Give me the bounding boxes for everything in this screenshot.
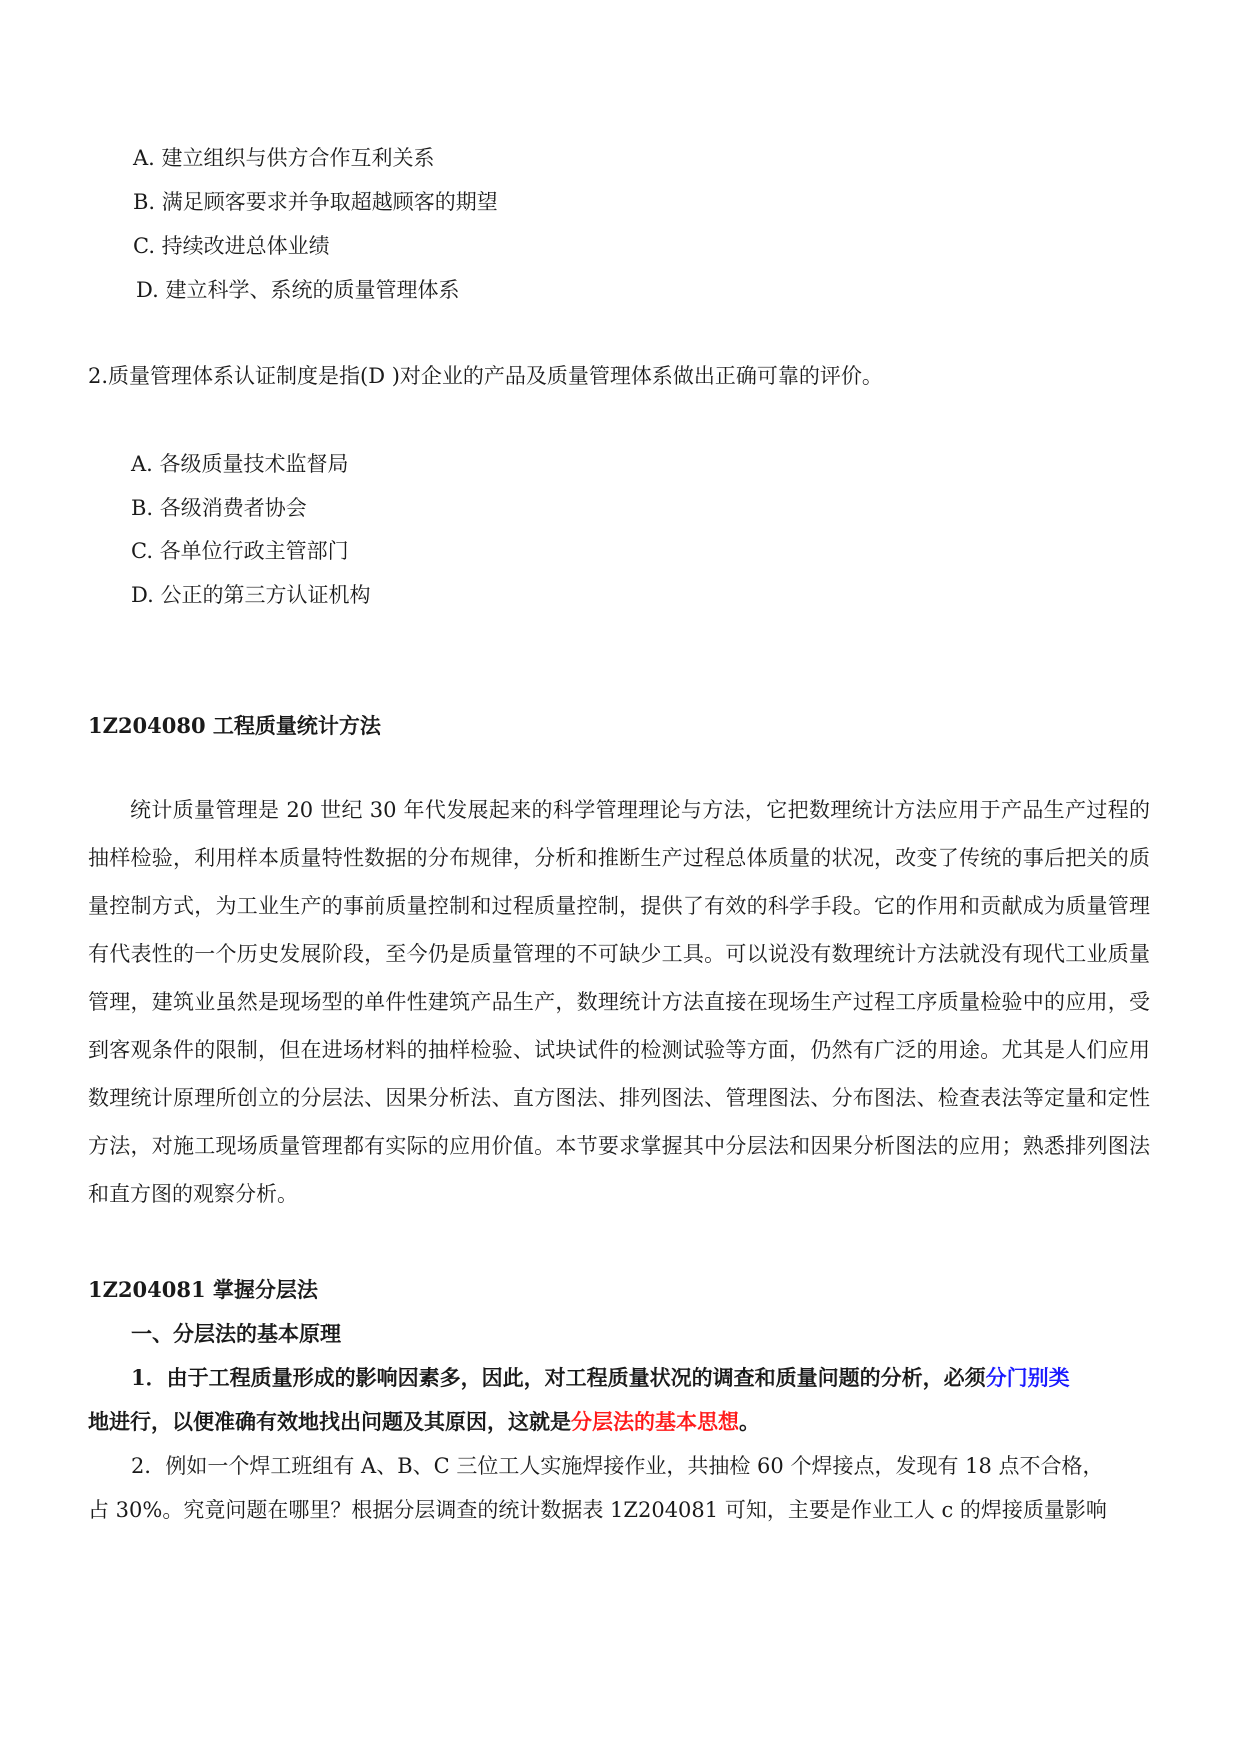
point1-prefix: 1．由于工程质量形成的影响因素多，因此，对工程质量状况的调查和质量问题的分析，必须 xyxy=(131,1365,986,1390)
point1-line2 xyxy=(88,1408,760,1436)
q2-option-d: D. 公正的第三方认证机构 xyxy=(131,583,371,607)
point2-line2: 占 30%。究竟问题在哪里？根据分层调查的统计数据表 1Z204081 可知，主要是作业工人 c 的焊接质量影响 xyxy=(88,1498,1107,1522)
q2-option-a: A. 各级质量技术监督局 xyxy=(131,452,349,476)
section-heading-statistics: 1Z204080 工程质量统计方法 xyxy=(88,713,381,738)
point1-end: 。 xyxy=(739,1409,760,1434)
q1-option-b: B. 满足顾客要求并争取超越顾客的期望 xyxy=(133,190,498,214)
q2-option-c: C. 各单位行政主管部门 xyxy=(131,539,349,563)
q2-option-b: B. 各级消费者协会 xyxy=(131,496,307,520)
q2-stem: 2.质量管理体系认证制度是指(D )对企业的产品及质量管理体系做出正确可靠的评价。 xyxy=(88,364,883,388)
q1-option-d: D. 建立科学、系统的质量管理体系 xyxy=(136,278,460,302)
point1-line2-start: 地进行，以便准确有效地找出问题及其原因，这就是 xyxy=(88,1409,571,1434)
point1-line1 xyxy=(131,1364,1070,1392)
point2-line1: 2．例如一个焊工班组有 A、B、C 三位工人实施焊接作业，共抽检 60 个焊接点，发现有 18 点不合格， xyxy=(131,1454,1104,1478)
subheading-basic-principle: 一、分层法的基本原理 xyxy=(131,1321,341,1346)
q1-option-c: C. 持续改进总体业绩 xyxy=(133,234,330,258)
point1-highlight-blue: 分门别类 xyxy=(985,1365,1070,1390)
point1-highlight-red: 分层法的基本思想 xyxy=(571,1409,739,1434)
section-paragraph-statistics: 统计质量管理是 20 世纪 30 年代发展起来的科学管理理论与方法，它把数理统计方法应用于产品生产过程的抽样检验，利用样本质量特性数据的分布规律，分析和推断生产过程总体质量的状况，改变了传统的事后把关的质量控制方式，为工业生产的事前质量控制和过程质量控制，提供了有效的科学手段。它的作用和贡献成为质量管理有代表性的一个历史发展阶段，至今仍是质量管理的不可缺少工具。可以说没有数理统计方法就没有现代工业质量管理，建筑业虽然是现场型的单件性建筑产品生产，数理统计方法直接在现场生产过程工序质量检验中的应用，受到客观条件的限制，但在进场材料的抽样检验、试块试件的检测试验等方面，仍然有广泛的用途。尤其是人们应用数理统计原理所创立的分层法、因果分析法、直方图法、排列图法、管理图法、分布图法、检查表法等定量和定性方法，对施工现场质量管理都有实际的应用价值。本节要求掌握其中分层法和因果分析图法的应用；熟悉排列图法和直方图的观察分析。 xyxy=(88,798,1150,1206)
section-heading-stratification: 1Z204081 掌握分层法 xyxy=(88,1277,318,1302)
q1-option-a: A. 建立组织与供方合作互利关系 xyxy=(133,146,435,170)
